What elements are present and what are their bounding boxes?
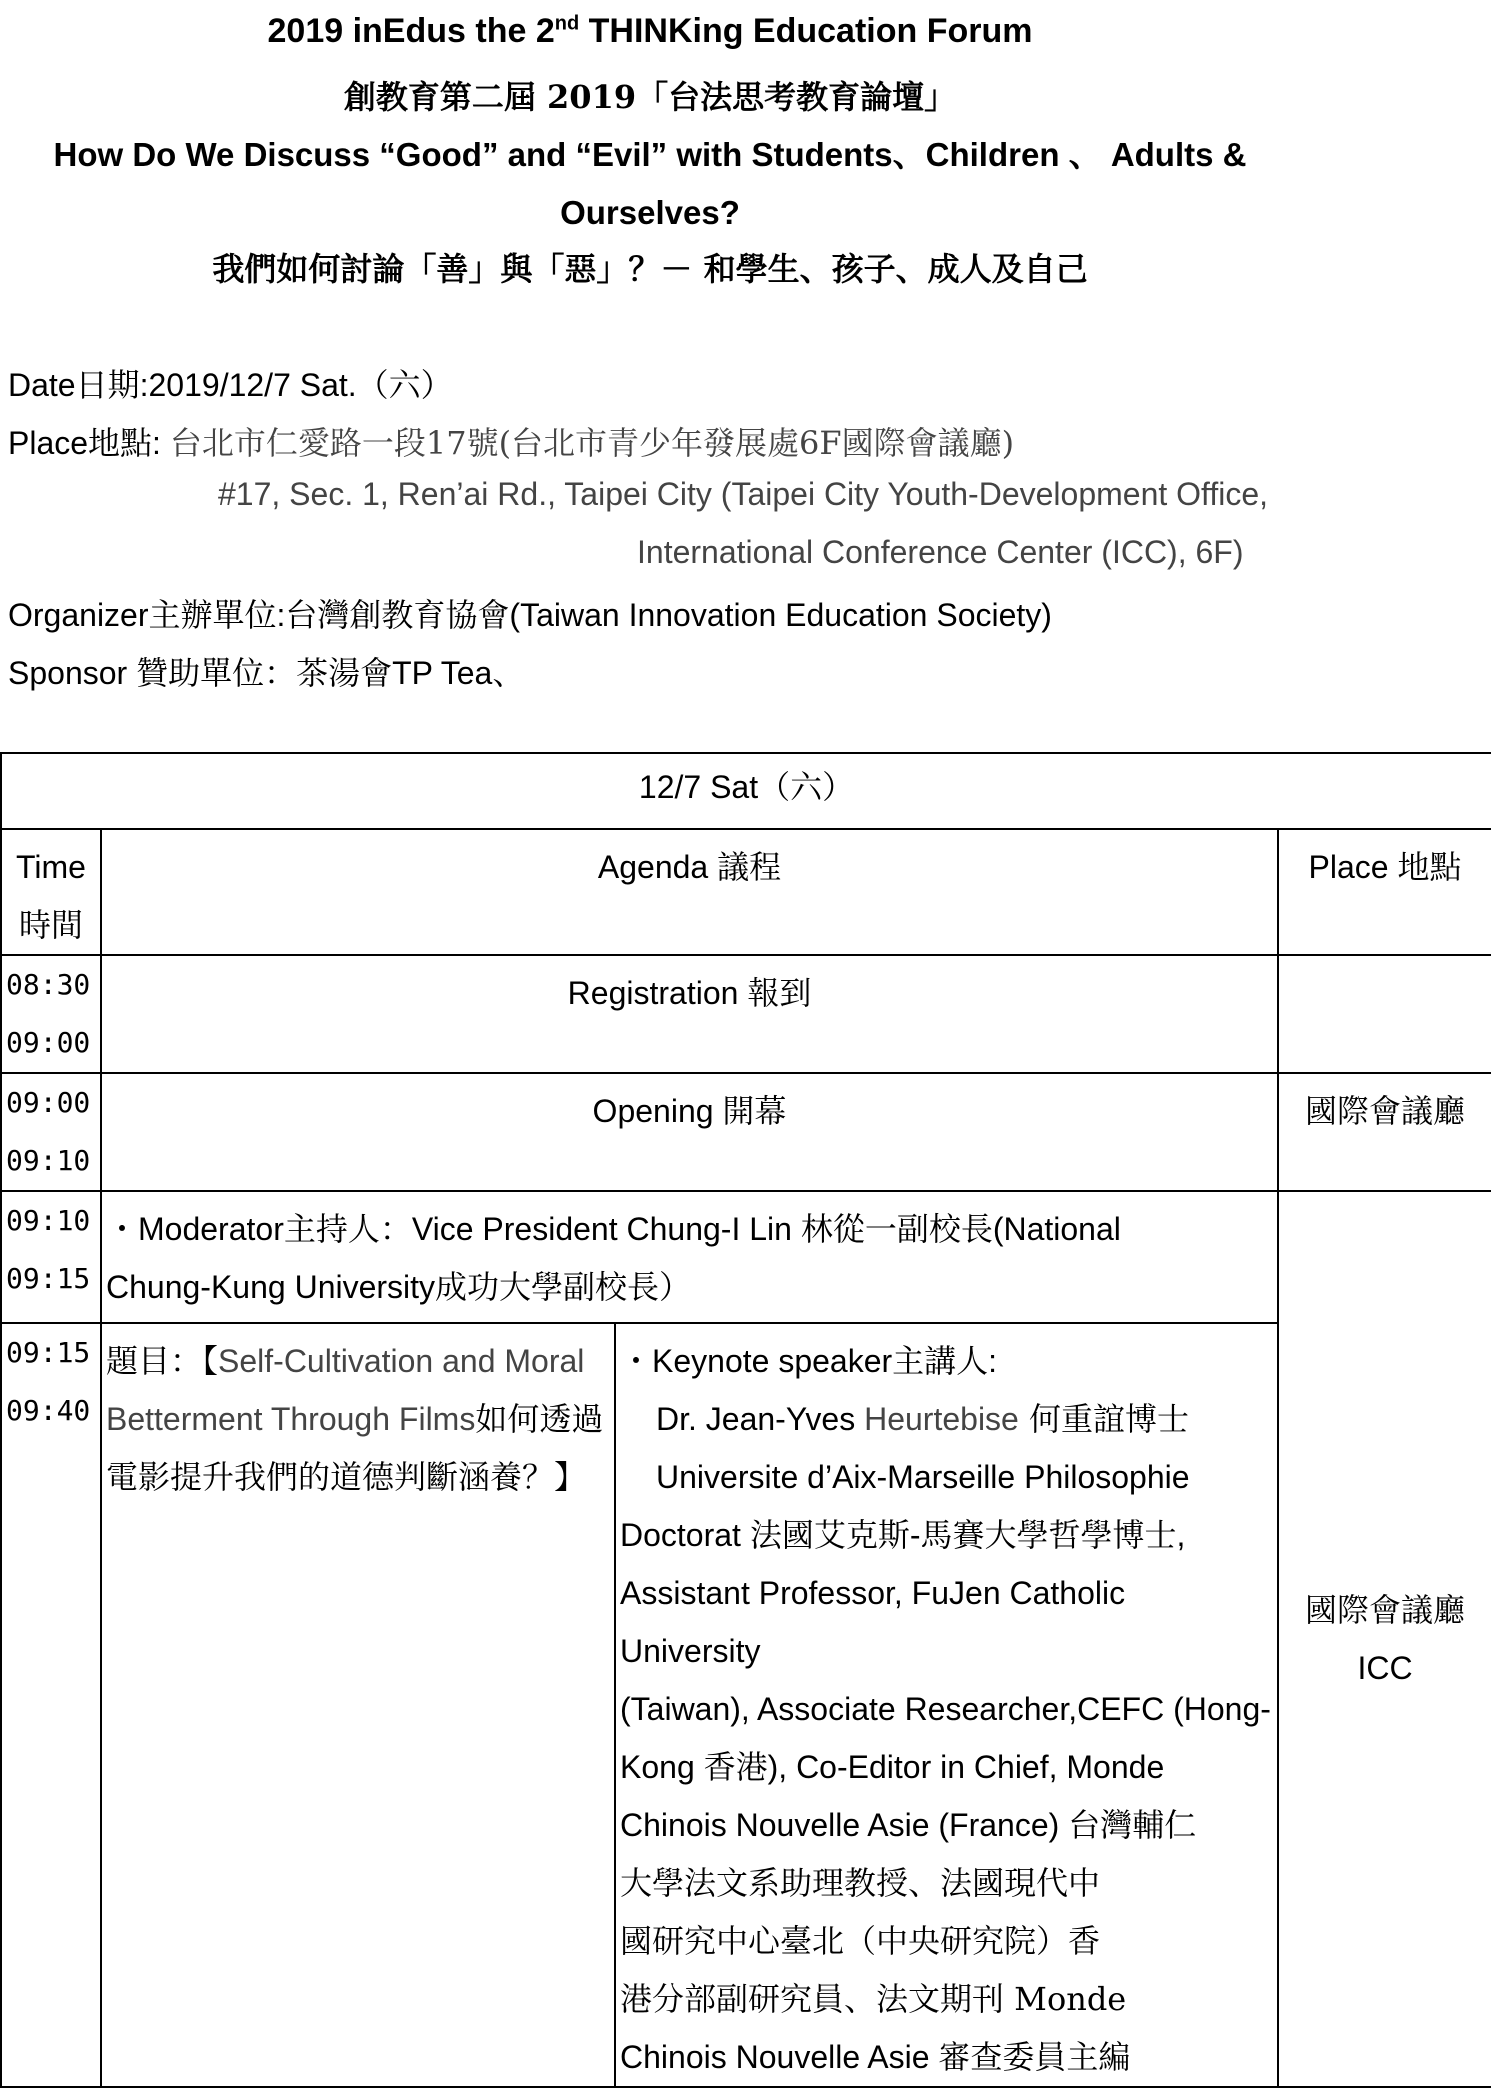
forum-subtitle-zh: 我們如何討論「善」與「惡」？－ 和學生、孩子、成人及自己 (212, 250, 1088, 288)
header-time: Time 時間 (1, 829, 101, 955)
time-cell: 09:15 09:40 (1, 1323, 101, 2087)
place-address-en-2: International Conference Center (ICC), 6F) (637, 534, 1244, 570)
place-cell-shared: 國際會議廳 ICC (1278, 1191, 1491, 2087)
date-line: Date日期:2019/12/7 Sat.（六） (8, 367, 453, 403)
forum-title-zh: 創教育第二屆 2019「台法思考教育論壇」 (343, 78, 957, 116)
time-cell: 09:00 09:10 (1, 1073, 101, 1191)
place-cell: 國際會議廳 (1278, 1073, 1491, 1191)
agenda-date-header: 12/7 Sat（六） (1, 753, 1491, 829)
agenda-topic: 題目：【Self-Cultivation and Moral Betterment Through Films如何透過電影提升我們的道德判斷涵養？】 (101, 1323, 615, 2087)
agenda-table (0, 752, 1491, 2088)
time-cell: 08:30 09:00 (1, 955, 101, 1073)
place-cell (1278, 955, 1491, 1073)
header-place: Place 地點 (1278, 829, 1491, 955)
agenda-registration: Registration 報到 (101, 955, 1278, 1073)
place-address-en-1: #17, Sec. 1, Ren’ai Rd., Taipei City (Taipei City Youth-Development Office, (218, 476, 1269, 512)
time-cell: 09:10 09:15 (1, 1191, 101, 1323)
sponsor-line: Sponsor 贊助單位：茶湯會TP Tea、 (8, 655, 525, 691)
agenda-moderator: ・Moderator主持人：Vice President Chung-I Lin 林從一副校長(National Chung-Kung University成功大學副校長） (101, 1191, 1278, 1323)
header-agenda: Agenda 議程 (101, 829, 1278, 955)
organizer-line: Organizer主辦單位:台灣創教育協會(Taiwan Innovation Education Society) (8, 597, 1052, 633)
forum-title-en: 2019 inEdus the 2nd THINKing Education Forum (267, 12, 1033, 50)
agenda-keynote-speaker: ・Keynote speaker主講人: Dr. Jean-Yves Heurtebise 何重誼博士 Universite d’Aix-Marseille Philosophie Doctorat 法國艾克斯-馬賽大學哲學博士, Assistant Professor, FuJen Catholic University (Taiwan), Associate Researcher,CEFC (Hong- Kong 香港), Co-Editor in Chief, Monde Chinois Nouvelle Asie (France) 台灣輔仁 大學法文系助理教授、法國現代中 國研究中心臺北（中央研究院）香 港分部副研究員、法文期刊 Monde Chinois Nouvelle Asie 審查委員主編 (615, 1323, 1278, 2087)
forum-subtitle-en: How Do We Discuss “Good” and “Evil” with Students、Children 、 Adults & Ourselves? (53, 136, 1247, 231)
place-line: Place地點: 台北市仁愛路一段17號(台北市青少年發展處6F國際會議廳) (8, 424, 1015, 462)
agenda-opening: Opening 開幕 (101, 1073, 1278, 1191)
